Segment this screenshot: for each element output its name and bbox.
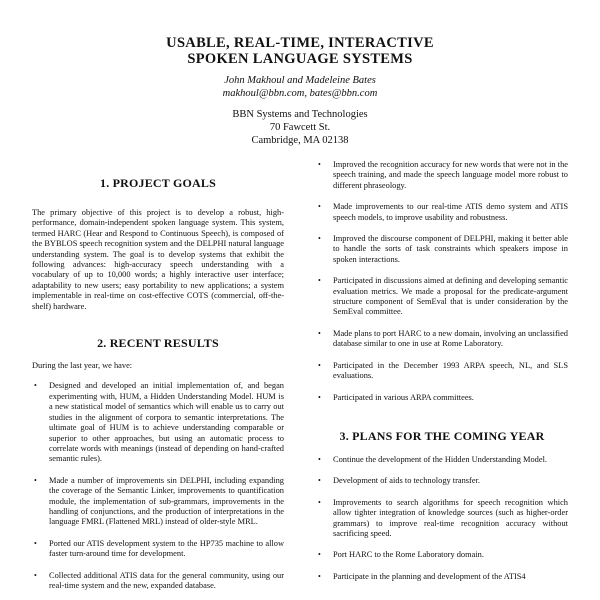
list-item-text: Designed and developed an initial implementation of, and began experimenting with, HUM, a Hidden Understanding Model. HUM is a new statistical model of semantics which will enable us to carry out studies in the alignment of corpora to semantic interpretations. The ultimate goal of HUM is to achieve understanding comparable or superior to other approaches, but using an automatic process to correlate words with meanings (instead of depending on hand-crafted semantic rules). — [49, 381, 284, 464]
project-goals-paragraph: The primary objective of this project is to develop a robust, high-performance, domain-independent spoken language system. This system, termed HARC (Hear and Respond to Continuous Speech), is composed of the BYBLOS speech recognition system and the DELPHI natural language understanding system. The goal is to develop systems that exhibit the following advances: high-accuracy speech understanding with a vocabulary of up to 10,000 words; a highly interactive user interface; adaptability to new users; easy portability to new applications; a system implementable in real-time on cost-effective COTS (commercial, off-the-shelf) hardware. — [32, 208, 284, 311]
bullet-icon: • — [318, 328, 321, 338]
list-item — [316, 276, 568, 318]
plans-list — [316, 455, 568, 582]
bullet-icon: • — [318, 497, 321, 507]
list-item — [316, 160, 568, 191]
list-item — [32, 539, 284, 560]
list-item-text: Made a number of improvements sin DELPHI, including expanding the coverage of the Semantic Linker, improvements to quantification module, the implementation of sub-grammars, improvements in the handling of conjunctions, and the production of interpretations in the language FMRL (Flattened MRL) instead of older-style MRL. — [49, 475, 284, 527]
list-item — [32, 571, 284, 592]
bullet-icon: • — [34, 570, 37, 580]
list-item-text: Participate in the planning and development of the ATIS4 — [333, 571, 526, 581]
bullet-icon: • — [318, 276, 321, 286]
authors: John Makhoul and Madeleine Bates — [224, 75, 376, 86]
list-item — [316, 393, 568, 403]
bullet-icon: • — [34, 475, 37, 485]
bullet-icon: • — [318, 454, 321, 464]
list-item-text: Made improvements to our real-time ATIS demo system and ATIS speech models, to improve usability and robustness. — [333, 202, 568, 222]
list-item-text: Participated in various ARPA committees. — [333, 392, 474, 402]
list-item-text: Improved the discourse component of DELPHI, making it better able to handle the sorts of task constraints which speakers impose in spoken interactions. — [333, 234, 568, 264]
list-item-text: Development of aids to technology transfer. — [333, 476, 480, 486]
list-item — [316, 550, 568, 560]
list-item-text: Improvements to search algorithms for speech recognition which allow tighter integration of knowledge sources (such as higher-order grammars) to improve real-time recognition accuracy without sacrificing speed. — [333, 497, 568, 538]
section-heading-recent-results: 2. RECENT RESULTS — [97, 336, 219, 351]
list-item — [316, 455, 568, 465]
list-item-text: Port HARC to the Rome Laboratory domain. — [333, 550, 484, 560]
list-item — [316, 234, 568, 265]
bullet-icon: • — [318, 160, 321, 169]
list-item-text: Participated in discussions aimed at defining and developing semantic evaluation metrics. We made a proposal for the predicate-argument structure component of SemEval that is under consideration by the SemEval committee. — [333, 276, 568, 317]
author-emails: makhoul@bbn.com, bates@bbn.com — [222, 88, 378, 99]
list-item — [316, 476, 568, 486]
recent-results-intro: During the last year, we have: — [32, 361, 133, 371]
affiliation-line-2: 70 Fawcett St. — [269, 122, 331, 133]
list-item — [32, 476, 284, 528]
bullet-icon: • — [318, 360, 321, 370]
left-column — [32, 176, 284, 600]
bullet-icon: • — [318, 476, 321, 486]
paper-title-line-1: USABLE, REAL-TIME, INTERACTIVE — [166, 35, 434, 51]
recent-results-list-continued — [316, 160, 568, 403]
list-item-text: Participated in the December 1993 ARPA speech, NL, and SLS evaluations. — [333, 360, 568, 381]
list-item — [316, 202, 568, 223]
list-item — [316, 361, 568, 382]
list-item — [316, 572, 568, 582]
affiliation-line-3: Cambridge, MA 02138 — [251, 135, 349, 146]
bullet-icon: • — [318, 392, 321, 402]
list-item-text: Made plans to port HARC to a new domain, involving an unclassified database similar to one in use at Rome Laboratory. — [333, 328, 568, 349]
bullet-icon: • — [318, 550, 321, 560]
affiliation-line-1: BBN Systems and Technologies — [232, 109, 368, 120]
paper-title-line-2: SPOKEN LANGUAGE SYSTEMS — [187, 51, 413, 67]
bullet-icon: • — [34, 381, 37, 391]
bullet-icon: • — [318, 571, 321, 581]
list-item — [316, 329, 568, 350]
section-heading-project-goals: 1. PROJECT GOALS — [100, 176, 216, 190]
recent-results-list — [32, 381, 284, 591]
list-item — [316, 498, 568, 540]
right-column — [316, 160, 568, 593]
bullet-icon: • — [318, 234, 321, 244]
bullet-icon: • — [318, 202, 321, 212]
list-item-text: Collected additional ATIS data for the general community, using our real-time system and the new, expanded database. — [49, 570, 284, 590]
list-item-text: Improved the recognition accuracy for new words that were not in the speech training, and made the speech language model more robust to different phraseology. — [333, 160, 568, 190]
list-item-text: Continue the development of the Hidden Understanding Model. — [333, 454, 547, 464]
section-heading-plans: 3. PLANS FOR THE COMING YEAR — [339, 428, 545, 443]
list-item-text: Ported our ATIS development system to the HP735 machine to allow faster turn-around time for development. — [49, 538, 284, 559]
list-item — [32, 381, 284, 464]
bullet-icon: • — [34, 538, 37, 548]
